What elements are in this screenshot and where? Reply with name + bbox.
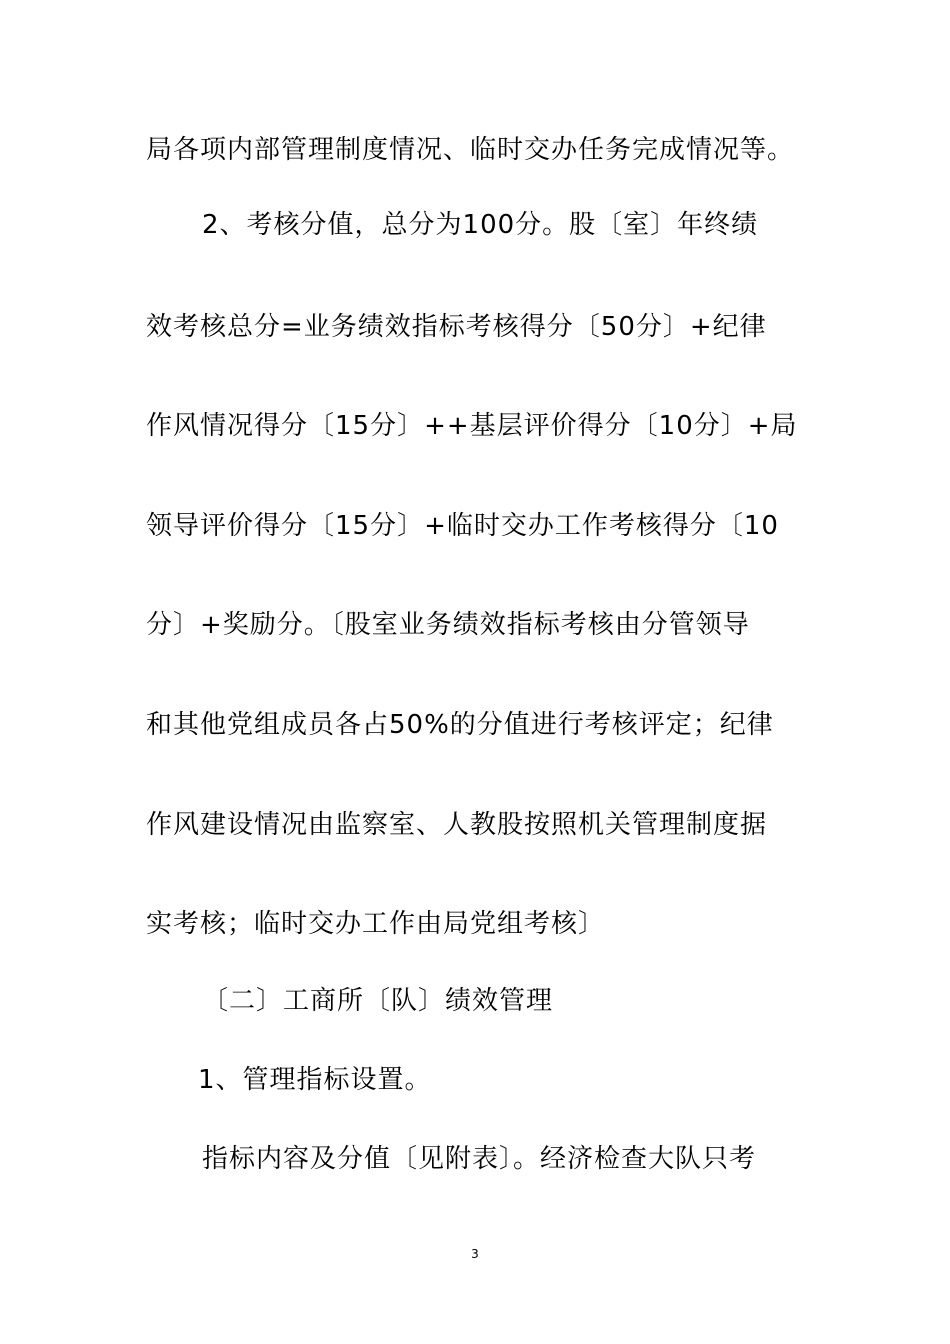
section-heading: 〔二〕工商所〔队〕绩效管理 [202,986,554,1016]
text-line: 局各项内部管理制度情况、临时交办任务完成情况等。 [146,135,795,165]
page-number: 3 [471,1247,479,1261]
text-line: 领导评价得分〔15分〕+临时交办工作考核得分〔10 [146,511,779,541]
text-line: 作风建设情况由监察室、人教股按照机关管理制度据 [146,810,768,840]
text-line: 和其他党组成员各占50%的分值进行考核评定；纪律 [146,710,774,740]
paragraph-assessment-score: 2、考核分值，总分为100分。股〔室〕年终绩 [202,210,759,240]
text-line: 效考核总分=业务绩效指标考核得分〔50分〕+纪律 [146,312,767,342]
text-line: 分〕+奖励分。〔股室业务绩效指标考核由分管领导 [146,610,750,640]
subsection-heading: 1、管理指标设置。 [198,1065,432,1095]
text-line: 作风情况得分〔15分〕++基层评价得分〔10分〕+局 [146,411,798,441]
text-line: 指标内容及分值〔见附表〕。经济检查大队只考 [202,1144,757,1174]
text-line: 实考核；临时交办工作由局党组考核〕 [146,909,606,939]
